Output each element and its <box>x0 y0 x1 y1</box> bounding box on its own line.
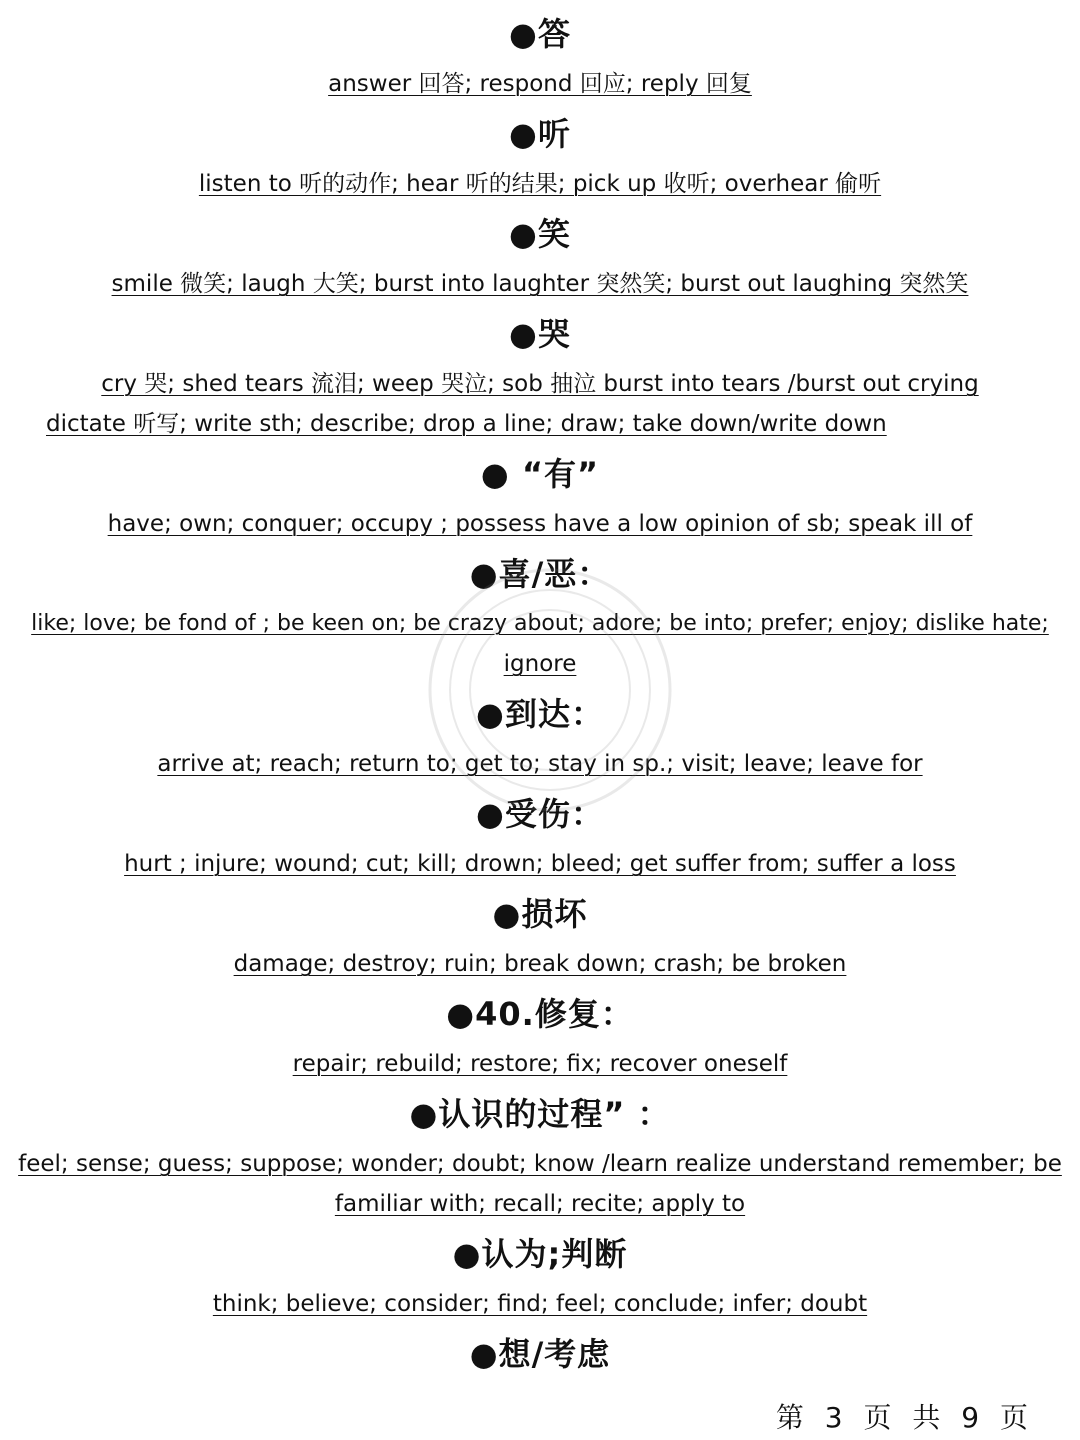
heading-have: ● “有” <box>480 455 600 493</box>
heading-laugh: ●笑 <box>509 215 571 253</box>
heading-like-dislike: ●喜/恶： <box>469 555 611 593</box>
heading-arrive: ●到达： <box>476 695 604 733</box>
vocab-line-cognition-1: feel; sense; guess; suppose; wonder; doubt; know /learn realize understand remember; be <box>18 1151 1062 1177</box>
vocab-line-repair: repair; rebuild; restore; fix; recover oneself <box>292 1051 788 1077</box>
vocab-line-cognition-2: familiar with; recall; recite; apply to <box>334 1191 746 1217</box>
vocab-line-like-1: like; love; be fond of ; be keen on; be crazy about; adore; be into; prefer; enjoy; dislike hate; <box>31 611 1049 636</box>
heading-think: ●想/考虑 <box>469 1335 611 1373</box>
vocab-line-answer: answer 回答; respond 回应; reply 回复 <box>328 71 752 97</box>
heading-listen: ●听 <box>509 115 571 153</box>
heading-injury: ●受伤： <box>476 795 604 833</box>
vocab-line-judge: think; believe; consider; find; feel; conclude; infer; doubt <box>212 1291 868 1317</box>
heading-cognition: ●认识的过程” ： <box>409 1095 671 1133</box>
vocab-line-damage: damage; destroy; ruin; break down; crash; be broken <box>233 951 847 977</box>
heading-cry: ●哭 <box>509 315 571 353</box>
heading-answer: ●答 <box>509 15 571 53</box>
vocab-line-injury: hurt ; injure; wound; cut; kill; drown; bleed; get suffer from; suffer a loss <box>124 851 956 877</box>
heading-judge: ●认为;判断 <box>452 1235 628 1273</box>
heading-damage: ●损坏 <box>492 895 588 933</box>
page-number: 第 3 页 共 9 页 <box>775 1401 1034 1434</box>
vocab-line-arrive: arrive at; reach; return to; get to; stay in sp.; visit; leave; leave for <box>157 751 923 777</box>
watermark-seal <box>420 560 680 820</box>
vocab-line-have: have; own; conquer; occupy ; possess have a low opinion of sb; speak ill of <box>107 511 973 537</box>
vocab-line-laugh: smile 微笑; laugh 大笑; burst into laughter 突然笑; burst out laughing 突然笑 <box>111 271 969 297</box>
heading-repair: ●40.修复： <box>446 995 634 1033</box>
vocab-line-like-2: ignore <box>503 651 577 677</box>
vocab-line-listen: listen to 听的动作; hear 听的结果; pick up 收听; overhear 偷听 <box>198 171 882 197</box>
vocab-line-cry-2: dictate 听写; write sth; describe; drop a line; draw; take down/write down <box>46 411 887 437</box>
vocab-line-cry-1: cry 哭; shed tears 流泪; weep 哭泣; sob 抽泣 burst into tears /burst out crying <box>101 371 979 397</box>
